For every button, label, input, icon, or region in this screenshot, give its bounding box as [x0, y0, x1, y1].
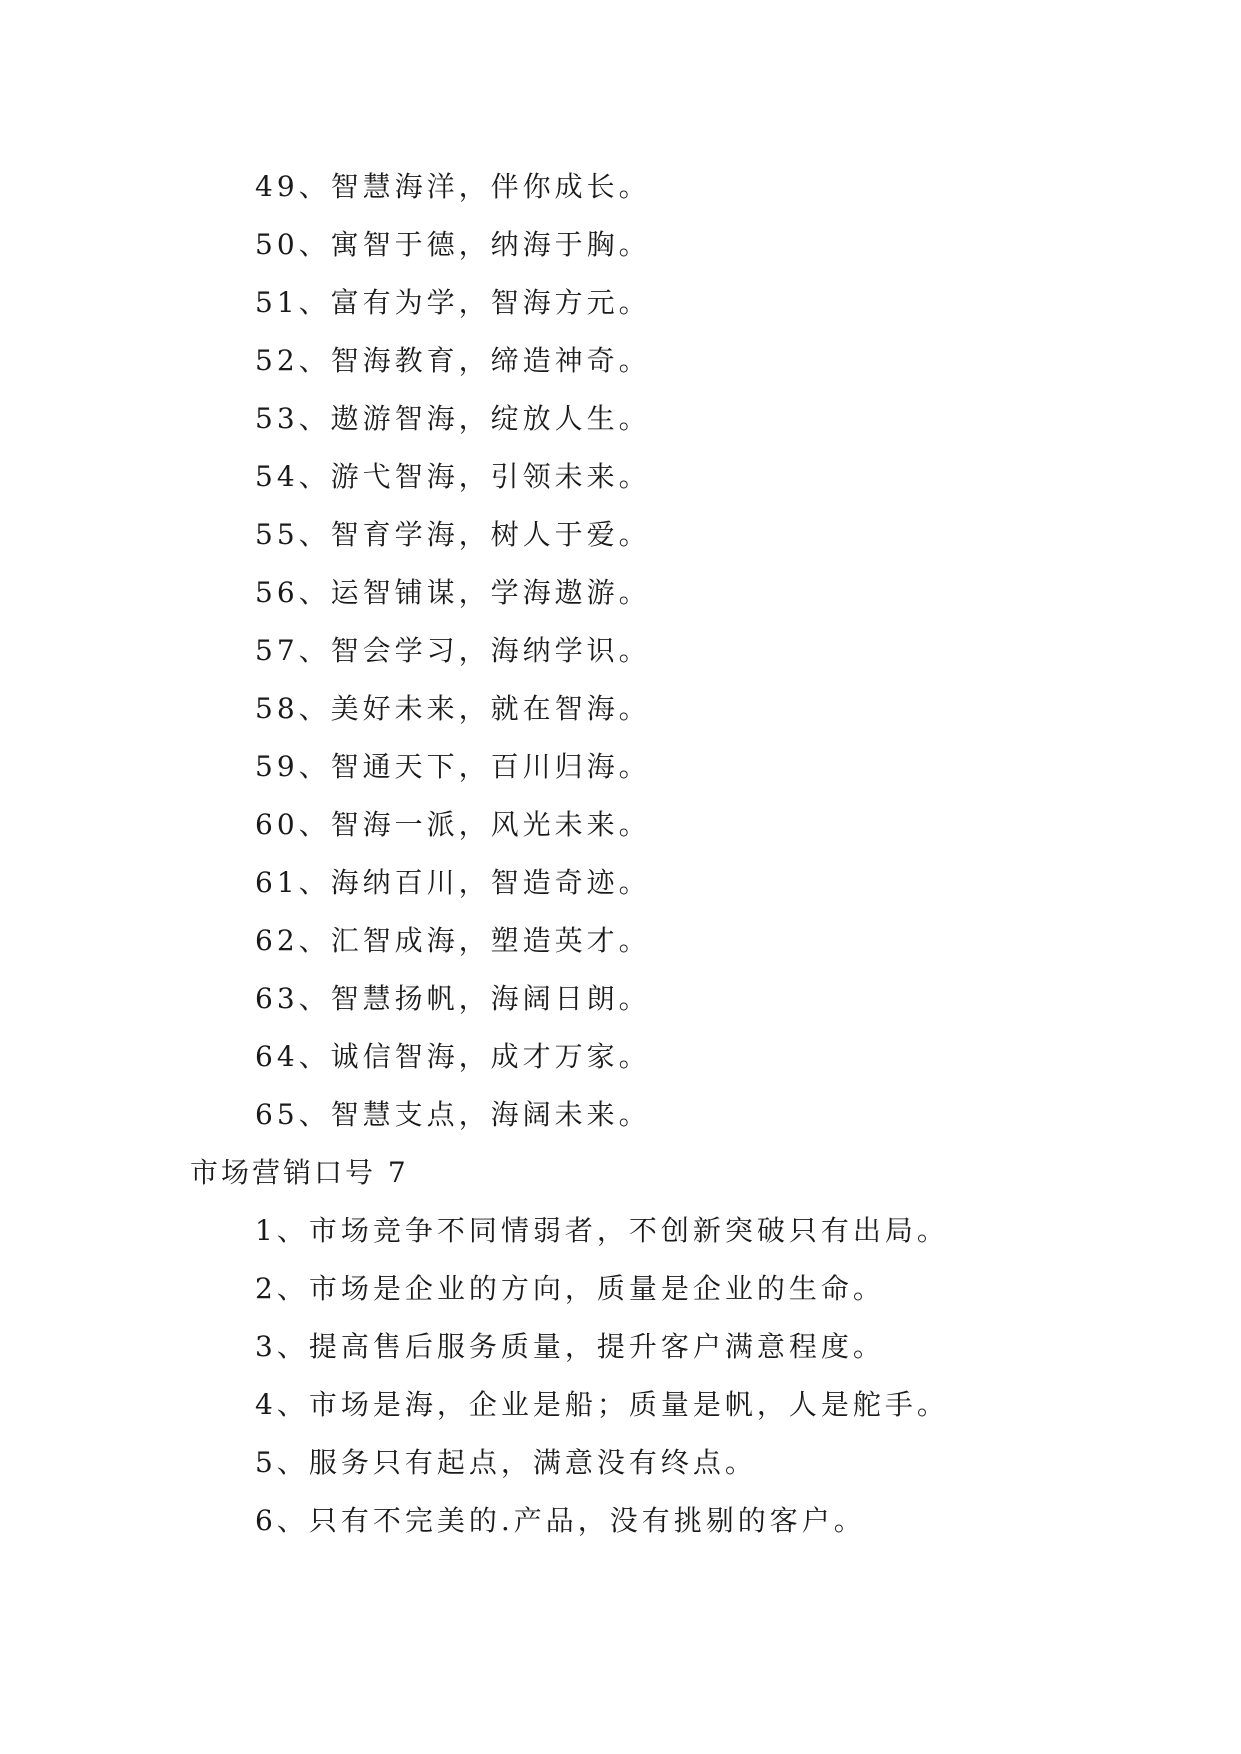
marketing-slogan-line: 1、市场竞争不同情弱者，不创新突破只有出局。: [255, 1214, 949, 1247]
slogan-line: 52、智海教育，缔造神奇。: [255, 344, 651, 377]
slogan-line: 55、智育学海，树人于爱。: [255, 518, 651, 551]
marketing-slogan-line: 2、市场是企业的方向，质量是企业的生命。: [255, 1272, 885, 1305]
slogan-line: 58、美好未来，就在智海。: [255, 692, 651, 725]
slogan-line: 60、智海一派，风光未来。: [255, 808, 651, 841]
marketing-slogan-line: 5、服务只有起点，满意没有终点。: [255, 1446, 757, 1479]
slogan-line: 56、运智铺谋，学海遨游。: [255, 576, 651, 609]
section-heading: 市场营销口号 7: [190, 1156, 409, 1189]
slogan-line: 51、富有为学，智海方元。: [255, 286, 651, 319]
slogan-line: 53、遨游智海，绽放人生。: [255, 402, 651, 435]
slogan-line: 65、智慧支点，海阔未来。: [255, 1098, 651, 1131]
marketing-slogan-line: 4、市场是海，企业是船；质量是帆，人是舵手。: [255, 1388, 949, 1421]
marketing-slogan-line: 3、提高售后服务质量，提升客户满意程度。: [255, 1330, 885, 1363]
slogan-line: 63、智慧扬帆，海阔日朗。: [255, 982, 651, 1015]
document-body: [0, 158, 1241, 1550]
slogan-line: 59、智通天下，百川归海。: [255, 750, 651, 783]
marketing-slogan-line: 6、只有不完美的.产品，没有挑剔的客户。: [255, 1504, 866, 1537]
slogan-line: 50、寓智于德，纳海于胸。: [255, 228, 651, 261]
slogan-line: 61、海纳百川，智造奇迹。: [255, 866, 651, 899]
slogan-line: 54、游弋智海，引领未来。: [255, 460, 651, 493]
slogan-line: 57、智会学习，海纳学识。: [255, 634, 651, 667]
slogan-line: 49、智慧海洋，伴你成长。: [255, 170, 651, 203]
slogan-line: 62、汇智成海，塑造英才。: [255, 924, 651, 957]
slogan-line: 64、诚信智海，成才万家。: [255, 1040, 651, 1073]
